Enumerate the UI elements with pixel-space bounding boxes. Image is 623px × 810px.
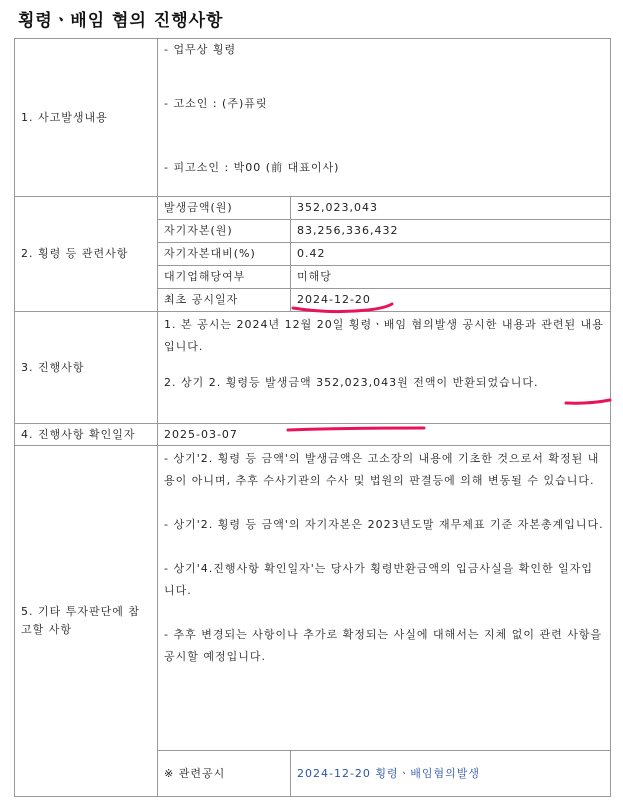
other-para-3: - 상기'4.진행사항 확인일자'는 당사가 횡령반환금액의 입금사실을 확인한 일자입니다. <box>164 562 594 597</box>
value-amount: 352,023,043 <box>291 197 611 220</box>
value-other <box>158 446 611 751</box>
label-confirm-date: 4. 진행사항 확인일자 <box>15 424 158 446</box>
progress-para-2: 2. 상기 2. 횡령등 발생금액 352,023,043원 전액이 반환되었습니다. <box>164 376 539 389</box>
row-confirm-date <box>15 424 611 446</box>
incident-complainant: - 고소인 : (주)퓨릿 <box>164 97 268 110</box>
row-progress <box>15 312 611 424</box>
row-incident <box>15 39 611 197</box>
key-amount: 발생금액(원) <box>158 197 291 220</box>
label-other: 5. 기타 투자판단에 참고할 사항 <box>15 446 158 797</box>
incident-type: - 업무상 횡령 <box>164 43 237 56</box>
row-other <box>15 446 611 751</box>
row-amount <box>15 197 611 220</box>
value-large-corp: 미해당 <box>291 266 611 289</box>
value-incident <box>158 39 611 197</box>
related-label: ※ 관련공시 <box>158 751 291 797</box>
other-para-1: - 상기'2. 횡령 등 금액'의 발생금액은 고소장의 내용에 기초한 것으로서 확정된 내용이 아니며, 추후 수사기관의 수사 및 법원의 판결등에 의해 변동될 수 있습니다. <box>164 452 600 487</box>
key-ratio: 자기자본대비(%) <box>158 243 291 266</box>
label-progress: 3. 진행사항 <box>15 312 158 424</box>
related-disclosure-link[interactable]: 2024-12-20 횡령ㆍ배임혐의발생 <box>297 766 481 780</box>
value-confirm-date: 2025-03-07 <box>158 424 611 446</box>
value-first-date: 2024-12-20 <box>291 289 611 312</box>
related-cell <box>291 751 611 797</box>
value-ratio: 0.42 <box>291 243 611 266</box>
value-progress <box>158 312 611 424</box>
incident-defendant: - 피고소인 : 박00 (前 대표이사) <box>164 161 340 174</box>
progress-para-1: 1. 본 공시는 2024년 12월 20일 횡령ㆍ배임 혐의발생 공시한 내용과 관련된 내용입니다. <box>164 318 604 353</box>
value-equity: 83,256,336,432 <box>291 220 611 243</box>
label-related: 2. 횡령 등 관련사항 <box>15 197 158 312</box>
disclosure-table <box>14 38 611 797</box>
other-para-4: - 추후 변경되는 사항이나 추가로 확정되는 사실에 대해서는 지체 없이 관련 사항을 공시할 예정입니다. <box>164 628 603 663</box>
key-first-date: 최초 공시일자 <box>158 289 291 312</box>
page-title: 횡령ㆍ배임 혐의 진행사항 <box>18 11 224 31</box>
other-para-2: - 상기'2. 횡령 등 금액'의 자기자본은 2023년도말 재무제표 기준 자본총계입니다. <box>164 518 604 531</box>
key-large-corp: 대기업해당여부 <box>158 266 291 289</box>
label-incident: 1. 사고발생내용 <box>15 39 158 197</box>
key-equity: 자기자본(원) <box>158 220 291 243</box>
